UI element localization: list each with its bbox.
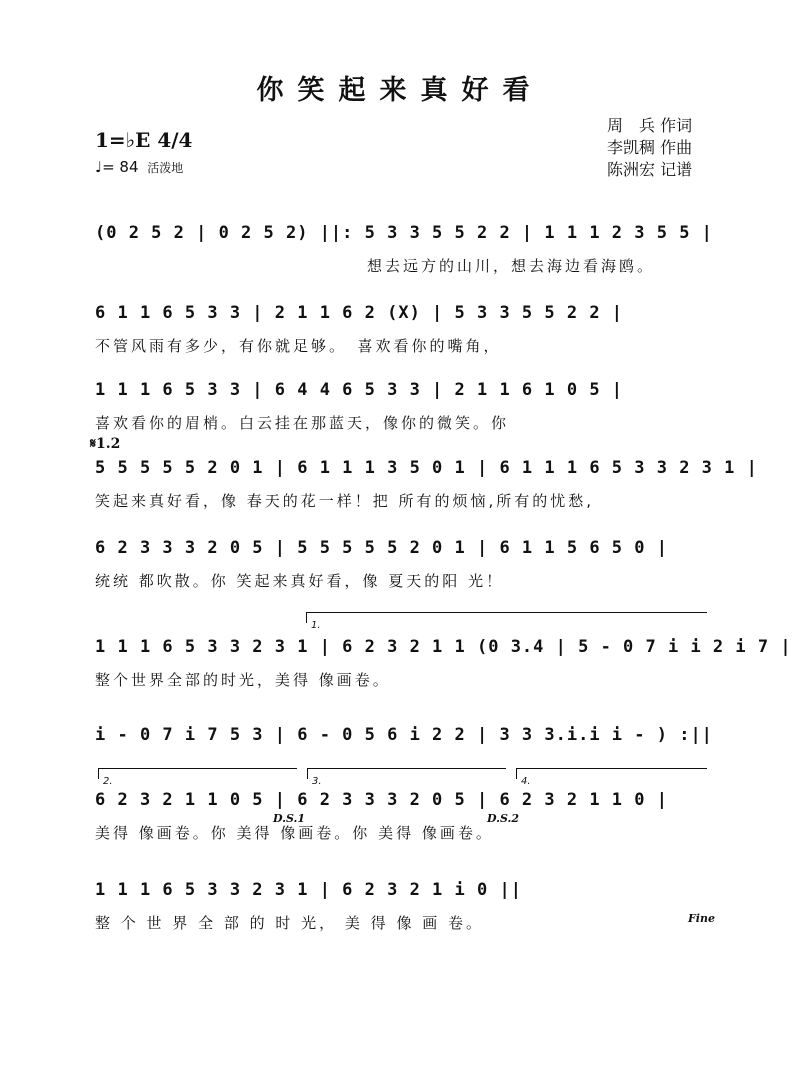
lyrics: 喜欢看你的眉梢。白云挂在那蓝天，像你的微笑。你 <box>95 414 510 432</box>
credits <box>607 115 692 181</box>
lyrics: 整个世界全部的时光，美得 像画卷。 <box>95 671 391 689</box>
volta-label: 3. <box>312 776 322 787</box>
notes: 6 2 3 3 3 2 0 5 | 5 5 5 5 5 2 0 1 | 6 1 1 5 6 5 0 | <box>95 538 668 558</box>
volta-label: 1. <box>311 620 321 631</box>
score-line-7 <box>95 725 713 749</box>
ds-2-mark: D.S.2 <box>487 812 520 825</box>
notes: 1 1 1 6 5 3 3 | 6 4 4 6 5 3 3 | 2 1 1 6 1 0 5 | <box>95 380 624 400</box>
score-line-6 <box>95 637 792 689</box>
segno-mark: 𝄋1.2 <box>90 436 121 452</box>
lyricist-credit: 周 兵 作词 <box>607 116 693 135</box>
score-line-3 <box>95 380 710 432</box>
page-title: 你笑起来真好看 <box>256 75 544 106</box>
notes: 1 1 1 6 5 3 3 2 3 1 | 6 2 3 2 1 i 0 || <box>95 880 522 900</box>
tempo-marking <box>95 158 183 176</box>
tempo-value: ♩= 84 <box>95 158 139 176</box>
notes: (0 2 5 2 | 0 2 5 2) ||: 5 3 3 5 5 2 2 | 1 1 1 2 3 5 5 | <box>95 223 713 243</box>
lyrics: 统统 都吹散。你 笑起来真好看，像 夏天的阳 光！ <box>95 572 505 590</box>
notes: 5 5 5 5 5 2 0 1 | 6 1 1 1 3 5 0 1 | 6 1 1 1 6 5 3 3 2 3 1 | <box>95 458 758 478</box>
score-line-1 <box>95 223 713 275</box>
notes: 6 2 3 2 1 1 0 5 | 6 2 3 3 3 2 0 5 | 6 2 3 2 1 1 0 | <box>95 790 668 810</box>
notes: 1 1 1 6 5 3 3 2 3 1 | 6 2 3 2 1 1 (0 3.4 | 5 - 0 7 i i 2 i 7 | <box>95 637 792 657</box>
volta-label: 2. <box>103 776 113 787</box>
key-signature: 1=♭E 4/4 <box>95 128 193 152</box>
lyrics: 想去远方的山川，想去海边看海鸥。 <box>367 257 656 275</box>
fine-mark: Fine <box>688 912 715 925</box>
composer-credit: 李凯稠 作曲 <box>607 138 693 157</box>
lyrics: 美得 像画卷。你 美得 像画卷。你 美得 像画卷。 <box>95 824 494 842</box>
notes: 6 1 1 6 5 3 3 | 2 1 1 6 2 (X) | 5 3 3 5 5 2 2 | <box>95 303 624 323</box>
volta-3 <box>307 768 506 787</box>
lyrics: 整 个 世 界 全 部 的 时 光， 美 得 像 画 卷。 <box>95 914 484 932</box>
transcriber-credit: 陈洲宏 记谱 <box>607 160 693 179</box>
score-line-2 <box>95 303 710 355</box>
notes: i - 0 7 i 7 5 3 | 6 - 0 5 6 i 2 2 | 3 3 3.i.i i - ) :|| <box>95 725 713 745</box>
score-line-8 <box>95 790 710 842</box>
volta-4 <box>516 768 707 787</box>
score-line-5 <box>95 538 710 590</box>
score-line-4 <box>95 458 758 510</box>
lyrics: 笑起来真好看，像 春天的花一样！把 所有的烦恼,所有的忧愁, <box>95 492 595 510</box>
volta-2 <box>98 768 297 787</box>
lyrics: 不管风雨有多少，有你就足够。 喜欢看你的嘴角， <box>95 337 502 355</box>
tempo-style: 活泼地 <box>147 161 184 175</box>
volta-label: 4. <box>521 776 531 787</box>
score-line-9 <box>95 880 710 932</box>
volta-1 <box>306 612 707 631</box>
ds-1-mark: D.S.1 <box>273 812 306 825</box>
